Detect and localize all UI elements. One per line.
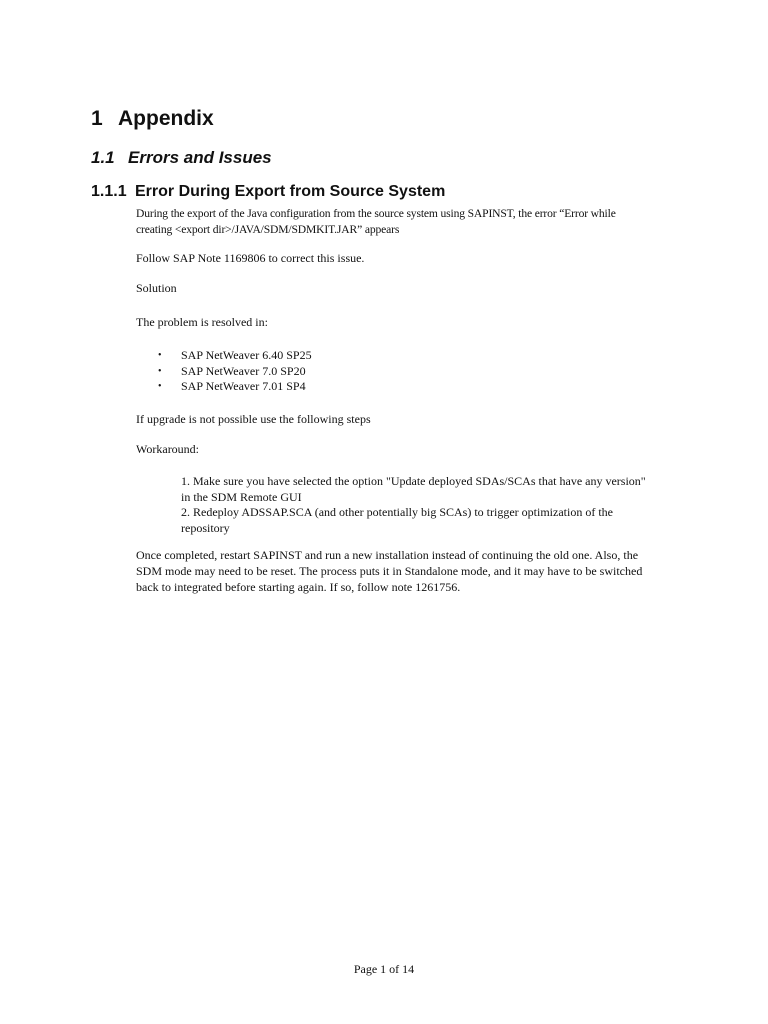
page-number-footer: Page 1 of 14 <box>353 962 415 976</box>
intro-paragraph-line-2: creating <export dir>/JAVA/SDM/SDMKIT.JAR” appears <box>136 223 400 236</box>
resolved-in-text: The problem is resolved in: <box>136 315 268 329</box>
workaround-step-line: 2. Redeploy ADSSAP.SCA (and other potentially big SCAs) to trigger optimization of the <box>181 505 613 520</box>
list-item <box>136 379 312 395</box>
version-list <box>136 348 312 395</box>
heading-export-error-number: 1.1.1 <box>91 183 127 200</box>
list-item-text: SAP NetWeaver 7.01 SP4 <box>181 379 306 394</box>
workaround-step-line: repository <box>181 520 230 535</box>
list-item-text: SAP NetWeaver 6.40 SP25 <box>181 348 312 362</box>
follow-note-text: Follow SAP Note 1169806 to correct this issue. <box>136 251 365 265</box>
heading-export-error-title: Error During Export from Source System <box>135 183 446 200</box>
workaround-step-line: 1. Make sure you have selected the option "Update deployed SDAs/SCAs that have any version" <box>181 474 646 488</box>
workaround-steps <box>181 474 646 536</box>
list-item-text: SAP NetWeaver 7.0 SP20 <box>181 363 306 378</box>
closing-paragraph-line-1: Once completed, restart SAPINST and run a new installation instead of continuing the old one. Also, the <box>136 548 639 562</box>
heading-errors-number: 1.1 <box>91 148 115 167</box>
heading-appendix-number: 1 <box>91 107 103 130</box>
solution-label: Solution <box>136 281 177 295</box>
list-item <box>136 364 312 380</box>
closing-paragraph-line-2: SDM mode may need to be reset. The process puts it in Standalone mode, and it may have to be switched <box>136 564 643 578</box>
bullet-icon: • <box>158 350 162 361</box>
workaround-step-line: in the SDM Remote GUI <box>181 489 302 504</box>
bullet-icon: • <box>158 365 162 377</box>
heading-appendix <box>91 105 214 133</box>
heading-errors-and-issues <box>91 146 272 170</box>
heading-errors-title: Errors and Issues <box>128 148 272 167</box>
closing-paragraph-line-3: back to integrated before starting again. If so, follow note 1261756. <box>136 580 461 594</box>
list-item <box>136 348 312 364</box>
heading-export-error <box>91 181 445 203</box>
upgrade-text: If upgrade is not possible use the following steps <box>136 412 371 426</box>
workaround-label: Workaround: <box>136 442 200 456</box>
intro-paragraph-line-1: During the export of the Java configuration from the source system using SAPINST, the error “Error while <box>136 207 616 220</box>
heading-appendix-title: Appendix <box>118 107 214 130</box>
bullet-icon: • <box>158 381 162 393</box>
